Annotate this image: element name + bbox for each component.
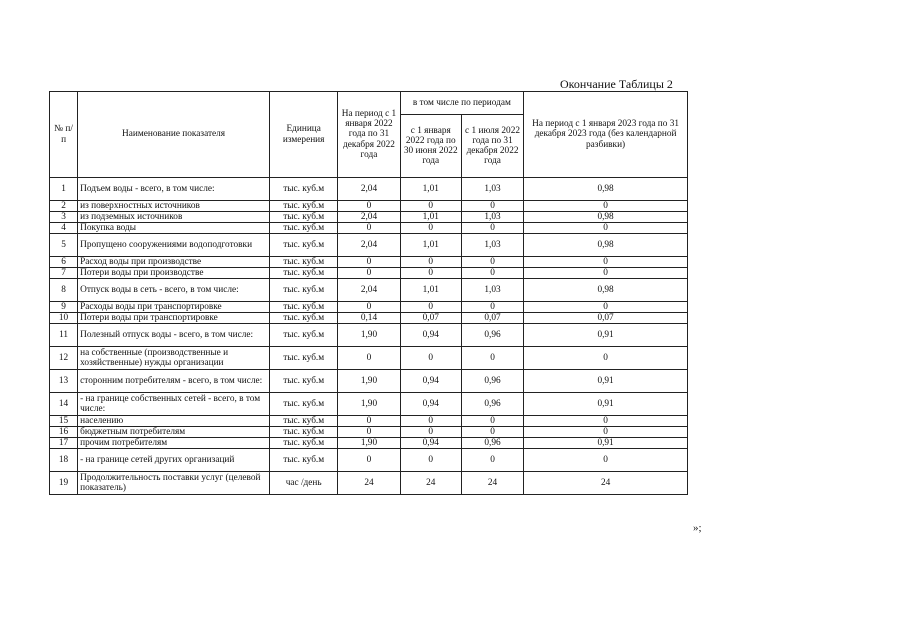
row-value-h2: 0,96 [461, 370, 523, 393]
row-value-2022: 0 [338, 449, 400, 472]
row-value-h2: 0 [461, 223, 523, 234]
row-value-h1: 24 [400, 472, 461, 495]
row-name: Продолжительность поставки услуг (целевой показатель) [78, 472, 270, 495]
row-value-2023: 24 [524, 472, 688, 495]
row-name: на собственные (производственные и хозяйственные) нужды организации [78, 347, 270, 370]
row-value-2022: 0 [338, 416, 400, 427]
row-name: населению [78, 416, 270, 427]
row-value-2023: 0,98 [524, 178, 688, 201]
header-name: Наименование показателя [78, 92, 270, 178]
row-number: 15 [50, 416, 78, 427]
table-row [50, 449, 688, 472]
row-value-h2: 0,96 [461, 324, 523, 347]
row-value-h2: 0,07 [461, 313, 523, 324]
row-value-h1: 0,94 [400, 370, 461, 393]
row-value-h1: 0 [400, 449, 461, 472]
row-unit: тыс. куб.м [270, 438, 338, 449]
row-value-h2: 0 [461, 347, 523, 370]
row-value-2023: 0 [524, 449, 688, 472]
row-value-2022: 2,04 [338, 178, 400, 201]
row-value-2023: 0,91 [524, 393, 688, 416]
row-number: 7 [50, 268, 78, 279]
table-row [50, 370, 688, 393]
row-name: прочим потребителям [78, 438, 270, 449]
row-number: 18 [50, 449, 78, 472]
row-number: 5 [50, 234, 78, 257]
row-value-h1: 1,01 [400, 212, 461, 223]
row-value-2022: 1,90 [338, 438, 400, 449]
row-value-h2: 0 [461, 268, 523, 279]
row-number: 12 [50, 347, 78, 370]
row-number: 3 [50, 212, 78, 223]
row-value-2022: 0 [338, 268, 400, 279]
row-value-2022: 0 [338, 427, 400, 438]
table-row [50, 324, 688, 347]
row-value-2023: 0,98 [524, 212, 688, 223]
row-value-h1: 0 [400, 257, 461, 268]
row-unit: тыс. куб.м [270, 393, 338, 416]
row-value-2023: 0 [524, 427, 688, 438]
row-value-2022: 1,90 [338, 393, 400, 416]
row-number: 19 [50, 472, 78, 495]
header-num: № п/п [50, 92, 78, 178]
row-unit: тыс. куб.м [270, 416, 338, 427]
row-unit: тыс. куб.м [270, 212, 338, 223]
row-value-h1: 0,94 [400, 324, 461, 347]
row-value-h1: 0 [400, 201, 461, 212]
row-value-2022: 0 [338, 223, 400, 234]
row-value-2023: 0 [524, 201, 688, 212]
row-name: из поверхностных источников [78, 201, 270, 212]
row-value-h2: 0,96 [461, 438, 523, 449]
row-value-h1: 0,07 [400, 313, 461, 324]
row-unit: тыс. куб.м [270, 427, 338, 438]
row-unit: тыс. куб.м [270, 201, 338, 212]
row-unit: тыс. куб.м [270, 178, 338, 201]
row-value-2023: 0,98 [524, 234, 688, 257]
row-value-h1: 0,94 [400, 438, 461, 449]
row-value-h1: 0 [400, 268, 461, 279]
row-value-2022: 2,04 [338, 234, 400, 257]
header-half-1: с 1 января 2022 года по 30 июня 2022 года [400, 115, 461, 178]
row-value-h1: 1,01 [400, 234, 461, 257]
row-name: Пропущено сооружениями водоподготовки [78, 234, 270, 257]
row-name: сторонним потребителям - всего, в том числе: [78, 370, 270, 393]
table-row [50, 223, 688, 234]
row-value-2022: 0,14 [338, 313, 400, 324]
row-name: - на границе сетей других организаций [78, 449, 270, 472]
row-value-2023: 0 [524, 223, 688, 234]
header-period-2022: На период с 1 января 2022 года по 31 декабря 2022 года [338, 92, 400, 178]
table-row [50, 234, 688, 257]
table-row [50, 472, 688, 495]
row-value-h2: 1,03 [461, 279, 523, 302]
row-value-h2: 0 [461, 427, 523, 438]
table-row [50, 302, 688, 313]
row-unit: тыс. куб.м [270, 370, 338, 393]
row-number: 1 [50, 178, 78, 201]
row-value-2023: 0,91 [524, 438, 688, 449]
row-number: 6 [50, 257, 78, 268]
row-value-2022: 1,90 [338, 324, 400, 347]
row-value-2022: 2,04 [338, 279, 400, 302]
row-value-h2: 0 [461, 201, 523, 212]
water-indicators-table [49, 91, 688, 495]
row-value-2023: 0,98 [524, 279, 688, 302]
row-value-h2: 0 [461, 449, 523, 472]
row-number: 10 [50, 313, 78, 324]
table-row [50, 178, 688, 201]
row-value-h2: 0,96 [461, 393, 523, 416]
table-caption: Окончание Таблицы 2 [560, 77, 673, 91]
row-value-h2: 24 [461, 472, 523, 495]
row-number: 16 [50, 427, 78, 438]
row-value-h1: 1,01 [400, 279, 461, 302]
row-unit: тыс. куб.м [270, 313, 338, 324]
row-value-2022: 0 [338, 347, 400, 370]
row-value-2022: 24 [338, 472, 400, 495]
row-name: Подъем воды - всего, в том числе: [78, 178, 270, 201]
row-name: из подземных источников [78, 212, 270, 223]
header-unit: Единица измерения [270, 92, 338, 178]
row-value-2023: 0,91 [524, 370, 688, 393]
row-value-2023: 0 [524, 347, 688, 370]
row-value-h1: 0 [400, 416, 461, 427]
row-value-h1: 0 [400, 427, 461, 438]
table-row [50, 212, 688, 223]
row-value-h1: 0 [400, 223, 461, 234]
row-unit: тыс. куб.м [270, 223, 338, 234]
row-value-2023: 0,07 [524, 313, 688, 324]
row-value-h1: 0 [400, 302, 461, 313]
row-unit: тыс. куб.м [270, 268, 338, 279]
row-number: 4 [50, 223, 78, 234]
row-value-h2: 1,03 [461, 178, 523, 201]
row-unit: тыс. куб.м [270, 257, 338, 268]
row-number: 13 [50, 370, 78, 393]
row-number: 17 [50, 438, 78, 449]
row-value-2023: 0 [524, 302, 688, 313]
row-name: - на границе собственных сетей - всего, в том числе: [78, 393, 270, 416]
row-name: Потери воды при транспортировке [78, 313, 270, 324]
row-value-h1: 1,01 [400, 178, 461, 201]
row-value-2022: 0 [338, 302, 400, 313]
row-value-h1: 0 [400, 347, 461, 370]
row-name: бюджетным потребителям [78, 427, 270, 438]
table-row [50, 427, 688, 438]
table-row [50, 313, 688, 324]
row-value-2023: 0 [524, 257, 688, 268]
row-value-2023: 0,91 [524, 324, 688, 347]
row-number: 14 [50, 393, 78, 416]
table-row [50, 257, 688, 268]
table-body [50, 178, 688, 495]
header-incl-periods: в том числе по периодам [400, 92, 524, 115]
table-row [50, 416, 688, 427]
row-value-h1: 0,94 [400, 393, 461, 416]
header-period-2023: На период с 1 января 2023 года по 31 декабря 2023 года (без календарной разбивки) [524, 92, 688, 178]
row-unit: тыс. куб.м [270, 302, 338, 313]
row-value-2023: 0 [524, 416, 688, 427]
row-value-2022: 0 [338, 201, 400, 212]
table-row [50, 393, 688, 416]
row-value-h2: 0 [461, 302, 523, 313]
table-row [50, 201, 688, 212]
row-value-h2: 1,03 [461, 234, 523, 257]
row-name: Полезный отпуск воды - всего, в том числе: [78, 324, 270, 347]
table-row [50, 438, 688, 449]
row-unit: тыс. куб.м [270, 449, 338, 472]
row-number: 2 [50, 201, 78, 212]
row-name: Покупка воды [78, 223, 270, 234]
row-value-h2: 1,03 [461, 212, 523, 223]
row-value-2022: 0 [338, 257, 400, 268]
row-value-h2: 0 [461, 416, 523, 427]
row-unit: час /день [270, 472, 338, 495]
row-unit: тыс. куб.м [270, 279, 338, 302]
closing-quote: »; [693, 522, 702, 534]
row-name: Потери воды при производстве [78, 268, 270, 279]
row-number: 11 [50, 324, 78, 347]
row-unit: тыс. куб.м [270, 347, 338, 370]
row-value-h2: 0 [461, 257, 523, 268]
row-value-2023: 0 [524, 268, 688, 279]
header-half-2: с 1 июля 2022 года по 31 декабря 2022 года [461, 115, 523, 178]
table-row [50, 268, 688, 279]
table-row [50, 279, 688, 302]
row-name: Расход воды при производстве [78, 257, 270, 268]
row-value-2022: 1,90 [338, 370, 400, 393]
row-name: Расходы воды при транспортировке [78, 302, 270, 313]
row-unit: тыс. куб.м [270, 234, 338, 257]
table-row [50, 347, 688, 370]
row-unit: тыс. куб.м [270, 324, 338, 347]
row-name: Отпуск воды в сеть - всего, в том числе: [78, 279, 270, 302]
row-value-2022: 2,04 [338, 212, 400, 223]
row-number: 9 [50, 302, 78, 313]
row-number: 8 [50, 279, 78, 302]
